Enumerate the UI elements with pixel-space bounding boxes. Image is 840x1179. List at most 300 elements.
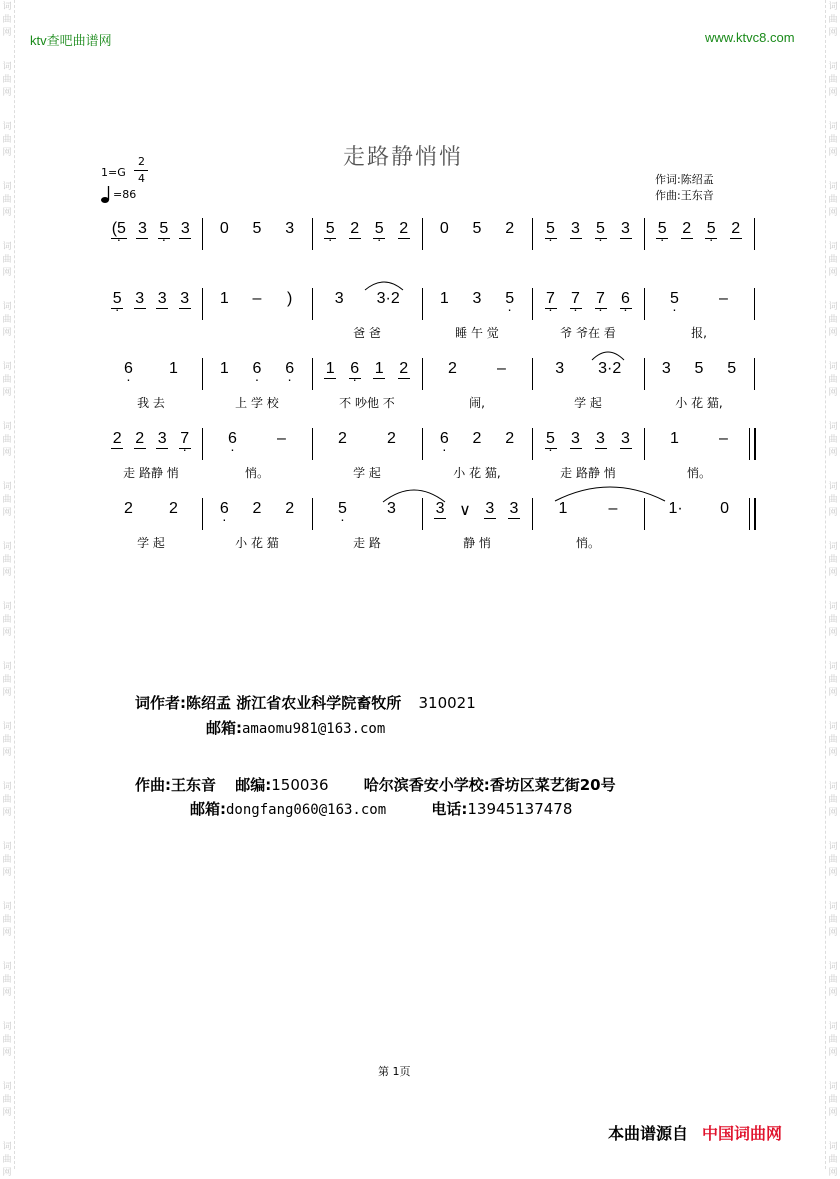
note: · 6 xyxy=(350,360,360,378)
note: 3 xyxy=(157,290,167,307)
measure xyxy=(106,430,196,460)
measure xyxy=(428,360,526,390)
watermark-glyph: 曲 xyxy=(828,495,838,505)
lyric-text: 悄。 xyxy=(686,466,711,480)
barline xyxy=(754,428,756,460)
note: 3 xyxy=(485,500,495,517)
watermark-glyph: 曲 xyxy=(2,795,12,805)
watermark-glyph: 曲 xyxy=(2,735,12,745)
measure xyxy=(106,290,196,320)
note: 3 xyxy=(661,360,671,377)
time-denominator: 4 xyxy=(138,172,145,185)
barline xyxy=(532,498,533,530)
note: · 5 xyxy=(159,220,169,238)
note: 3 xyxy=(180,290,190,307)
note: 1 xyxy=(558,500,568,517)
watermark-glyph: 曲 xyxy=(2,555,12,565)
measure xyxy=(538,430,638,460)
watermark-glyph: 网 xyxy=(2,448,12,458)
note: · 5 xyxy=(325,220,335,238)
watermark-glyph: 词 xyxy=(828,602,838,612)
measure xyxy=(428,430,526,460)
watermark-glyph: 曲 xyxy=(828,555,838,565)
watermark-glyph: 曲 xyxy=(2,495,12,505)
watermark-glyph: 词 xyxy=(2,542,12,552)
watermark-glyph: 词 xyxy=(2,722,12,732)
note: · 6 xyxy=(252,360,262,378)
source-credit: 本曲谱源自 中国词曲网 xyxy=(608,1124,783,1143)
watermark-glyph: 词 xyxy=(2,1022,12,1032)
barline xyxy=(749,428,750,460)
dash-note: – xyxy=(252,290,262,307)
watermark-glyph: 词 xyxy=(828,722,838,732)
barline xyxy=(202,428,203,460)
barline xyxy=(202,288,203,320)
barline xyxy=(312,288,313,320)
watermark-glyph: 网 xyxy=(2,148,12,158)
measure xyxy=(428,220,526,250)
watermark-glyph: 词 xyxy=(828,122,838,132)
watermark-glyph: 词 xyxy=(828,362,838,372)
barline xyxy=(312,498,313,530)
watermark-glyph: 词 xyxy=(828,842,838,852)
watermark-glyph: 网 xyxy=(2,628,12,638)
note: 3 xyxy=(285,220,295,237)
lyricist: 作词:陈绍孟 xyxy=(655,173,714,186)
note: 3 xyxy=(596,430,605,447)
measure xyxy=(650,500,748,530)
measure xyxy=(650,290,748,320)
note: 3 xyxy=(571,220,580,237)
watermark-glyph: 曲 xyxy=(828,975,838,985)
watermark-glyph: 网 xyxy=(2,688,12,698)
watermark-glyph: 网 xyxy=(2,748,12,758)
watermark-glyph: 词 xyxy=(2,902,12,912)
watermark-glyph: 词 xyxy=(2,122,12,132)
barline xyxy=(754,358,755,390)
watermark-glyph: 网 xyxy=(2,388,12,398)
watermark-glyph: 曲 xyxy=(828,795,838,805)
watermark-glyph: 词 xyxy=(2,62,12,72)
note: 2 xyxy=(682,220,692,237)
note: 2 xyxy=(124,500,133,517)
watermark-glyph: 网 xyxy=(828,928,838,938)
watermark-glyph: 曲 xyxy=(2,1035,12,1045)
lyric-text: 小 花 猫, xyxy=(675,396,723,410)
measure xyxy=(650,220,748,250)
watermark-glyph: 词 xyxy=(2,1082,12,1092)
measure xyxy=(208,290,306,320)
quarter-note-icon xyxy=(101,185,113,207)
measure xyxy=(538,220,638,250)
note: 2 xyxy=(505,220,515,237)
barline xyxy=(422,288,423,320)
watermark-glyph: 网 xyxy=(2,268,12,278)
lyric-text: 静 悄 xyxy=(463,536,491,550)
note: 2 xyxy=(731,220,741,237)
watermark-glyph: 词 xyxy=(828,902,838,912)
watermark-glyph: 词 xyxy=(828,2,838,12)
barline xyxy=(312,218,313,250)
watermark-glyph: 曲 xyxy=(2,135,12,145)
watermark-glyph: 网 xyxy=(2,88,12,98)
barline xyxy=(422,358,423,390)
watermark-glyph: 曲 xyxy=(2,75,12,85)
note: · 5 xyxy=(706,220,716,238)
measure xyxy=(208,500,306,530)
watermark-glyph: 曲 xyxy=(828,435,838,445)
measure xyxy=(208,360,306,390)
note: · 7 xyxy=(596,290,606,308)
lyric-text: 学 起 xyxy=(353,466,381,480)
watermark-glyph: 曲 xyxy=(828,315,838,325)
tempo: =86 xyxy=(113,188,137,201)
time-numerator: 2 xyxy=(138,155,145,168)
note: · (5 xyxy=(112,220,126,238)
slur-arc xyxy=(555,487,665,501)
watermark-glyph: 网 xyxy=(2,928,12,938)
staff-row xyxy=(100,498,760,568)
watermark-glyph: 网 xyxy=(2,1108,12,1118)
barline xyxy=(532,288,533,320)
barline xyxy=(644,498,645,530)
lyric-text: 不 吵他 不 xyxy=(339,396,395,410)
watermark-glyph: 网 xyxy=(2,28,12,38)
watermark-glyph: 曲 xyxy=(828,75,838,85)
note: · 5 xyxy=(374,220,384,238)
watermark-glyph: 词 xyxy=(2,782,12,792)
note: 0 xyxy=(439,220,449,237)
note: 1· xyxy=(668,500,683,517)
note: · 5 xyxy=(338,500,348,518)
watermark-glyph: 网 xyxy=(828,808,838,818)
note: 5 xyxy=(727,360,737,377)
note: 2 xyxy=(285,500,295,517)
dash-note: – xyxy=(608,500,618,517)
note: 3·2 xyxy=(376,290,400,307)
barline xyxy=(422,498,423,530)
barline xyxy=(644,288,645,320)
note: 1 xyxy=(219,290,229,307)
barline xyxy=(749,498,750,530)
watermark-glyph: 网 xyxy=(828,268,838,278)
lyric-text: 走 路静 悄 xyxy=(123,466,179,480)
watermark-glyph: 词 xyxy=(828,482,838,492)
watermark-glyph: 词 xyxy=(2,182,12,192)
note: 1 xyxy=(169,360,178,377)
left-watermark-strip xyxy=(0,0,15,1178)
note: · 5 xyxy=(596,220,606,238)
note: · 6 xyxy=(219,500,229,518)
watermark-glyph: 网 xyxy=(828,88,838,98)
note: · 6 xyxy=(124,360,134,378)
note: · 7 xyxy=(546,290,556,308)
watermark-glyph: 网 xyxy=(828,688,838,698)
time-divider xyxy=(134,170,148,171)
watermark-glyph: 网 xyxy=(828,148,838,158)
watermark-glyph: 曲 xyxy=(2,1155,12,1165)
watermark-glyph: 词 xyxy=(2,602,12,612)
watermark-glyph: 曲 xyxy=(828,1035,838,1045)
measure xyxy=(650,430,748,460)
note: · 7 xyxy=(180,430,190,448)
barline xyxy=(312,428,313,460)
measure xyxy=(650,360,748,390)
note: · 5 xyxy=(670,290,680,308)
note: 2 xyxy=(387,430,396,447)
composer-footer: 作曲:王东音 邮编:150036 哈尔滨香安小学校:香坊区菜艺街20号 xyxy=(135,776,616,794)
note: 3 xyxy=(387,500,396,517)
watermark-glyph: 曲 xyxy=(2,195,12,205)
note: 1 xyxy=(439,290,449,307)
note: ∨ xyxy=(459,502,471,519)
note: 3 xyxy=(555,360,565,377)
note: 1 xyxy=(374,360,384,377)
note: · 6 xyxy=(285,360,295,378)
note: 3 xyxy=(621,220,630,237)
measure xyxy=(428,290,526,320)
lyric-text: 悄。 xyxy=(244,466,269,480)
lyric-text: 爷 爷在 看 xyxy=(560,326,616,340)
note: 2 xyxy=(169,500,178,517)
right-watermark-strip xyxy=(825,0,840,1178)
watermark-glyph: 曲 xyxy=(828,135,838,145)
watermark-glyph: 网 xyxy=(828,988,838,998)
watermark-glyph: 网 xyxy=(2,808,12,818)
watermark-glyph: 网 xyxy=(828,628,838,638)
watermark-glyph: 词 xyxy=(828,962,838,972)
note: · 5 xyxy=(505,290,515,308)
note: 2 xyxy=(448,360,457,377)
watermark-glyph: 曲 xyxy=(2,915,12,925)
watermark-glyph: 网 xyxy=(828,208,838,218)
watermark-glyph: 词 xyxy=(2,1142,12,1152)
note: 3·2 xyxy=(598,360,622,377)
dash-note: – xyxy=(719,290,728,307)
lyric-text: 睡 午 觉 xyxy=(455,326,499,340)
watermark-glyph: 曲 xyxy=(828,15,838,25)
note: · 5 xyxy=(546,430,556,448)
watermark-glyph: 词 xyxy=(2,662,12,672)
note: · 5 xyxy=(112,290,122,308)
note: 3 xyxy=(135,290,145,307)
watermark-glyph: 词 xyxy=(2,422,12,432)
slur-arc xyxy=(592,352,624,360)
note: 3 xyxy=(472,290,482,307)
note: 3 xyxy=(137,220,147,237)
watermark-glyph: 词 xyxy=(828,542,838,552)
lyric-text: 报, xyxy=(691,326,707,340)
composer: 作曲:王东音 xyxy=(655,189,714,202)
watermark-glyph: 词 xyxy=(2,482,12,492)
watermark-glyph: 词 xyxy=(2,362,12,372)
watermark-glyph: 词 xyxy=(828,1082,838,1092)
note: 2 xyxy=(399,360,409,377)
watermark-glyph: 曲 xyxy=(828,915,838,925)
barline xyxy=(422,428,423,460)
watermark-glyph: 网 xyxy=(828,748,838,758)
note: 3 xyxy=(435,500,445,517)
watermark-glyph: 词 xyxy=(2,962,12,972)
watermark-glyph: 曲 xyxy=(828,675,838,685)
watermark-glyph: 词 xyxy=(828,1142,838,1152)
measure xyxy=(106,220,196,250)
watermark-glyph: 曲 xyxy=(828,255,838,265)
lyric-text: 悄。 xyxy=(575,536,600,550)
song-title: 走路静悄悄 xyxy=(343,145,464,170)
watermark-glyph: 曲 xyxy=(2,1095,12,1105)
watermark-glyph: 词 xyxy=(2,242,12,252)
barline xyxy=(202,218,203,250)
slur-arc xyxy=(383,490,445,502)
measure xyxy=(208,220,306,250)
measure xyxy=(538,500,638,530)
note: 1 xyxy=(325,360,335,377)
staff-row xyxy=(100,358,760,428)
dash-note: – xyxy=(719,430,728,447)
lyric-text: 上 学 校 xyxy=(235,396,279,410)
watermark-glyph: 曲 xyxy=(2,15,12,25)
note: 5 xyxy=(694,360,704,377)
measure xyxy=(318,360,416,390)
measure xyxy=(538,360,638,390)
watermark-glyph: 网 xyxy=(828,28,838,38)
barline xyxy=(644,218,645,250)
watermark-glyph: 网 xyxy=(2,328,12,338)
note: 0 xyxy=(720,500,729,517)
watermark-glyph: 词 xyxy=(828,182,838,192)
watermark-glyph: 词 xyxy=(2,842,12,852)
dash-note: – xyxy=(277,430,286,447)
watermark-glyph: 词 xyxy=(828,242,838,252)
watermark-glyph: 曲 xyxy=(828,1155,838,1165)
watermark-glyph: 网 xyxy=(828,448,838,458)
source-brand-link[interactable]: 中国词曲网 xyxy=(702,1124,783,1143)
lyric-text: 学 起 xyxy=(137,536,165,550)
note: 3 xyxy=(157,430,167,447)
watermark-glyph: 网 xyxy=(2,508,12,518)
measure xyxy=(106,500,196,530)
note: 3 xyxy=(334,290,344,307)
watermark-glyph: 曲 xyxy=(2,855,12,865)
note: · 5 xyxy=(657,220,667,238)
note: · 7 xyxy=(571,290,581,308)
note: 2 xyxy=(505,430,515,447)
note: 2 xyxy=(338,430,347,447)
lyric-text: 闹, xyxy=(469,396,485,410)
barline xyxy=(532,218,533,250)
lyric-text: 爸 爸 xyxy=(353,326,381,340)
note: 2 xyxy=(399,220,409,237)
watermark-glyph: 网 xyxy=(2,208,12,218)
watermark-glyph: 曲 xyxy=(828,855,838,865)
measure xyxy=(538,290,638,320)
note: 2 xyxy=(112,430,122,447)
watermark-glyph: 曲 xyxy=(2,675,12,685)
watermark-glyph: 词 xyxy=(2,302,12,312)
barline xyxy=(422,218,423,250)
note: · 6 xyxy=(621,290,631,308)
key-signature: 1=G xyxy=(101,166,126,179)
watermark-glyph: 曲 xyxy=(2,255,12,265)
lyric-text: 学 起 xyxy=(574,396,602,410)
watermark-glyph: 网 xyxy=(2,568,12,578)
barline xyxy=(202,358,203,390)
watermark-glyph: 网 xyxy=(828,568,838,578)
barline xyxy=(754,288,755,320)
barline xyxy=(532,358,533,390)
watermark-glyph: 网 xyxy=(828,388,838,398)
watermark-glyph: 曲 xyxy=(828,195,838,205)
note: 0 xyxy=(219,220,229,237)
watermark-glyph: 曲 xyxy=(2,315,12,325)
watermark-glyph: 网 xyxy=(2,988,12,998)
slur-arc xyxy=(365,282,403,290)
note: · 6 xyxy=(439,430,449,448)
watermark-glyph: 网 xyxy=(2,1168,12,1178)
lyricist-email: 邮箱:amaomu981@163.com xyxy=(206,719,386,737)
site-name-left[interactable]: ktv查吧曲谱网 xyxy=(30,33,112,48)
measure xyxy=(318,220,416,250)
lyric-text: 小 花 猫, xyxy=(453,466,501,480)
measure xyxy=(318,430,416,460)
note: 3 xyxy=(180,220,190,237)
note: · 5 xyxy=(546,220,556,238)
lyric-text: 走 路 xyxy=(353,536,381,550)
barline xyxy=(644,428,645,460)
staff-row xyxy=(100,218,760,288)
note: 2 xyxy=(135,430,145,447)
watermark-glyph: 网 xyxy=(828,1168,838,1178)
barline xyxy=(644,358,645,390)
watermark-glyph: 曲 xyxy=(828,375,838,385)
measure xyxy=(208,430,306,460)
barline xyxy=(312,358,313,390)
dash-note: – xyxy=(497,360,506,377)
note: 3 xyxy=(621,430,630,447)
watermark-glyph: 词 xyxy=(828,302,838,312)
note: 3 xyxy=(571,430,580,447)
note: 2 xyxy=(252,500,262,517)
watermark-glyph: 网 xyxy=(2,868,12,878)
watermark-glyph: 网 xyxy=(2,1048,12,1058)
note: 5 xyxy=(472,220,482,237)
site-url-right[interactable]: www.ktvc8.com xyxy=(705,30,795,45)
watermark-glyph: 网 xyxy=(828,1108,838,1118)
measure xyxy=(428,500,526,530)
watermark-glyph: 词 xyxy=(828,62,838,72)
note: 5 xyxy=(252,220,262,237)
measure xyxy=(318,290,416,320)
watermark-glyph: 网 xyxy=(828,328,838,338)
watermark-glyph: 曲 xyxy=(828,615,838,625)
watermark-glyph: 词 xyxy=(828,422,838,432)
barline xyxy=(202,498,203,530)
watermark-glyph: 网 xyxy=(828,868,838,878)
staff-row xyxy=(100,288,760,358)
watermark-glyph: 网 xyxy=(828,508,838,518)
lyricist-footer: 词作者:陈绍孟 浙江省农业科学院畜牧所 310021 xyxy=(135,694,476,712)
watermark-glyph: 词 xyxy=(2,2,12,12)
composer-contact: 邮箱:dongfang060@163.com 电话:13945137478 xyxy=(190,800,573,818)
lyric-text: 我 去 xyxy=(137,396,165,410)
note: 2 xyxy=(350,220,360,237)
watermark-glyph: 曲 xyxy=(2,435,12,445)
watermark-glyph: 词 xyxy=(828,1022,838,1032)
lyric-text: 小 花 猫 xyxy=(235,536,279,550)
page-number: 第 1页 xyxy=(378,1065,411,1078)
watermark-glyph: 网 xyxy=(828,1048,838,1058)
